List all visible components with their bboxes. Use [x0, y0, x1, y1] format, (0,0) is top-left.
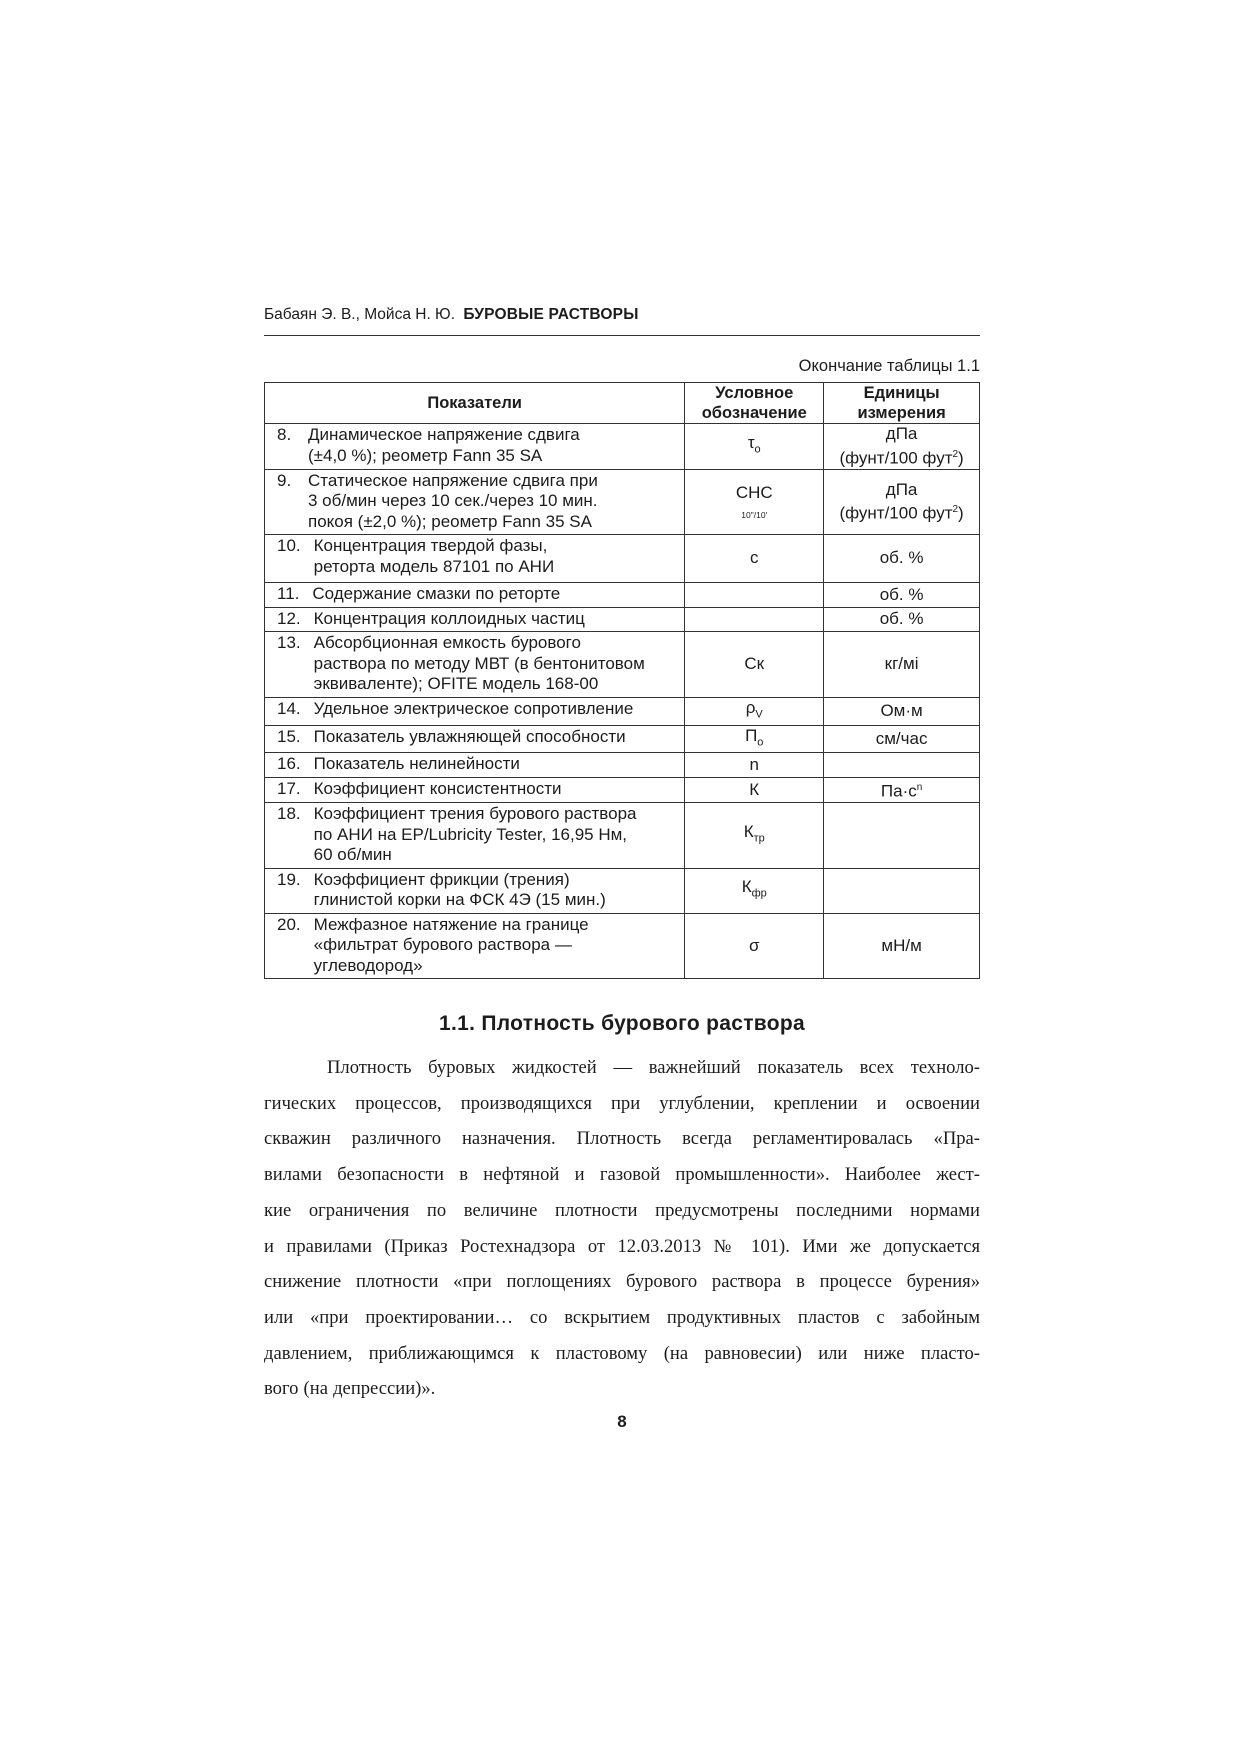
indicator-line: (±4,0 %); реометр Fann 35 SA	[308, 445, 543, 465]
unit-line	[824, 424, 979, 445]
indicator-text	[314, 699, 681, 720]
indicator-line: Коэффициент консистентности	[313, 778, 562, 798]
unit-line	[824, 701, 979, 722]
indicator-cell	[265, 632, 685, 698]
page-number: 8	[617, 1412, 627, 1431]
unit-cell	[824, 697, 980, 725]
unit-text: дПа	[885, 479, 918, 499]
indicator-cell	[265, 913, 685, 979]
indicator-line: углеводород»	[313, 955, 423, 975]
unit-cell	[824, 469, 980, 535]
indicator-item	[277, 915, 680, 977]
symbol-cell	[685, 632, 824, 698]
paragraph-line: и правилами (Приказ Ростехнадзора от 12.03.2013 № 101). Ими же допускается	[264, 1235, 980, 1257]
unit-cell	[824, 753, 980, 778]
unit-text: (фунт/100 фут	[839, 503, 953, 523]
indicator-line: «фильтрат бурового раствора —	[313, 935, 572, 955]
unit-cell	[824, 535, 980, 583]
unit-text: об. %	[879, 609, 924, 629]
unit-cell	[824, 583, 980, 608]
paragraph-line: давлением, приближающимся к пластовому (на равновесии) или ниже пласто-	[264, 1342, 980, 1364]
indicator-line: по АНИ на EP/Lubricity Tester, 16,95 Нм,	[313, 824, 628, 844]
symbol-index: 10"/10'	[741, 509, 768, 520]
indicator-line: Показатель нелинейности	[313, 754, 520, 774]
indicator-line: Коэффициент фрикции (трения)	[313, 869, 570, 889]
indicator-item	[277, 754, 680, 775]
column-header-symbol: Условное обозначение	[685, 383, 824, 424]
symbol: n	[749, 754, 759, 774]
indicator-line: Абсорбционная емкость бурового	[313, 633, 581, 653]
unit-line	[824, 609, 979, 630]
unit-text: мН/м	[881, 935, 922, 955]
row-number: 12.	[277, 608, 301, 628]
indicator-line: 60 об/мин	[313, 845, 392, 865]
indicator-line: Динамическое напряжение сдвига	[308, 425, 580, 444]
symbol-cell	[685, 803, 824, 869]
symbol-cell	[685, 607, 824, 632]
table-row	[265, 469, 980, 535]
paragraph-line: вого (на депрессии)».	[264, 1378, 436, 1400]
unit-cell	[824, 607, 980, 632]
unit-superscript: 2	[952, 448, 959, 460]
symbol-cell	[685, 913, 824, 979]
table-body	[265, 424, 980, 979]
symbol: К	[749, 779, 760, 799]
indicator-line: эквиваленте); OFITE модель 168-00	[313, 674, 599, 694]
symbol-cell	[685, 725, 824, 753]
symbol-cell	[685, 469, 824, 535]
indicator-cell	[265, 535, 685, 583]
symbol: Ск	[744, 654, 765, 674]
symbol: К	[741, 877, 752, 897]
indicator-item	[277, 633, 680, 695]
indicator-line: раствора по методу МВТ (в бентонитовом	[313, 653, 645, 673]
unit-superscript: 2	[952, 504, 959, 516]
unit-line	[824, 729, 979, 750]
symbol-subscript: о	[757, 735, 764, 748]
indicator-line: Концентрация коллоидных частиц	[313, 608, 585, 628]
table-row	[265, 753, 980, 778]
symbol-cell	[685, 697, 824, 725]
symbol: σ	[748, 935, 760, 955]
indicator-cell	[265, 868, 685, 913]
unit-line	[824, 778, 979, 802]
unit-text: (фунт/100 фут	[839, 448, 953, 468]
table-header-row	[265, 383, 980, 424]
indicator-text	[314, 779, 681, 800]
unit-line	[824, 585, 979, 606]
indicator-text	[314, 633, 681, 695]
unit-closing-paren: )	[958, 448, 964, 468]
row-number: 8.	[277, 425, 292, 444]
unit-line	[824, 445, 979, 469]
indicator-item	[277, 804, 680, 866]
symbol-subscript: тр	[753, 832, 765, 845]
table-row	[265, 607, 980, 632]
row-number: 19.	[277, 869, 301, 889]
table-row	[265, 632, 980, 698]
indicator-text	[314, 536, 681, 577]
table-row	[265, 803, 980, 869]
unit-cell	[824, 632, 980, 698]
unit-cell	[824, 424, 980, 470]
indicator-line: Удельное электрическое сопротивление	[313, 698, 634, 718]
indicator-line: 3 об/мин через 10 сек./через 10 мин.	[308, 491, 598, 511]
header-authors: Бабаян Э. В., Мойса Н. Ю.	[264, 306, 456, 323]
indicator-line: Статическое напряжение сдвига при	[308, 470, 598, 490]
symbol-cell	[685, 424, 824, 470]
unit-text: об. %	[879, 548, 924, 568]
indicator-line: Межфазное натяжение на границе	[313, 914, 589, 934]
indicator-item	[277, 699, 680, 720]
indicator-cell	[265, 697, 685, 725]
unit-line	[824, 936, 979, 957]
indicator-text	[308, 471, 680, 533]
indicator-item	[277, 584, 680, 605]
indicator-line: глинистой корки на ФСК 4Э (15 мин.)	[313, 890, 606, 910]
column-header-units: Единицы измерения	[824, 383, 980, 424]
indicator-item	[277, 425, 680, 466]
row-number: 20.	[277, 914, 301, 934]
indicator-cell	[265, 777, 685, 802]
unit-superscript: n	[916, 781, 923, 793]
header-book-title: БУРОВЫЕ РАСТВОРЫ	[463, 306, 639, 323]
unit-cell	[824, 868, 980, 913]
symbol: К	[743, 821, 754, 841]
indicator-cell	[265, 583, 685, 608]
indicator-text	[314, 870, 681, 911]
indicator-cell	[265, 725, 685, 753]
indicator-line: Концентрация твердой фазы,	[313, 536, 548, 556]
symbol-cell	[685, 753, 824, 778]
unit-text: дПа	[885, 424, 918, 443]
unit-text: кг/мі	[884, 654, 919, 674]
table-row	[265, 535, 980, 583]
unit-line	[824, 654, 979, 675]
unit-text: см/час	[875, 728, 928, 748]
table-row	[265, 868, 980, 913]
symbol-cell	[685, 535, 824, 583]
table-row	[265, 424, 980, 470]
unit-line	[824, 480, 979, 501]
indicator-cell	[265, 607, 685, 632]
indicator-text	[312, 584, 680, 605]
symbol-cell	[685, 583, 824, 608]
paragraph-line: кие ограничения по величине плотности предусмотрены последними нормами	[264, 1199, 980, 1221]
symbol-subscript: V	[755, 708, 763, 721]
symbol: τ	[747, 432, 755, 452]
column-header-indicators: Показатели	[265, 383, 685, 424]
section-body	[264, 1050, 980, 1407]
indicator-item	[277, 727, 680, 748]
header-rule	[264, 335, 980, 336]
symbol: с	[749, 548, 759, 568]
running-header	[264, 306, 980, 324]
symbol: П	[745, 725, 758, 745]
unit-cell	[824, 725, 980, 753]
table-row	[265, 777, 980, 802]
row-number: 18.	[277, 804, 301, 824]
indicator-item	[277, 471, 680, 533]
table-row	[265, 697, 980, 725]
table-caption: Окончание таблицы 1.1	[798, 357, 980, 375]
indicator-item	[277, 779, 680, 800]
indicator-text	[314, 804, 681, 866]
unit-text: Ом·м	[880, 700, 923, 720]
indicator-text	[314, 609, 681, 630]
indicator-line: Содержание смазки по реторте	[312, 584, 561, 604]
indicator-item	[277, 870, 680, 911]
unit-text: Па·с	[880, 781, 917, 801]
table-row	[265, 583, 980, 608]
row-number: 10.	[277, 536, 301, 556]
indicator-line: Показатель увлажняющей способности	[313, 726, 626, 746]
unit-cell	[824, 913, 980, 979]
indicator-cell	[265, 424, 685, 470]
paragraph-line: Плотность буровых жидкостей — важнейший показатель всех техноло-	[327, 1057, 980, 1078]
unit-cell	[824, 777, 980, 802]
unit-text: об. %	[879, 584, 924, 604]
indicator-line: реторта модель 87101 по АНИ	[313, 556, 555, 576]
symbol-subscript: фр	[751, 887, 767, 900]
indicator-line: Коэффициент трения бурового раствора	[313, 804, 637, 824]
table-row	[265, 725, 980, 753]
unit-closing-paren: )	[958, 503, 964, 523]
indicator-item	[277, 536, 680, 577]
row-number: 15.	[277, 726, 301, 746]
paragraph-line: скважин различного назначения. Плотность всегда регламентировалась «Пра-	[264, 1128, 980, 1150]
symbol: ρ	[745, 697, 756, 717]
symbol-cell	[685, 777, 824, 802]
row-number: 11.	[277, 584, 300, 604]
unit-cell	[824, 803, 980, 869]
symbol-cell	[685, 868, 824, 913]
indicator-item	[277, 609, 680, 630]
indicator-text	[314, 915, 681, 977]
indicator-line: покоя (±2,0 %); реометр Fann 35 SA	[308, 511, 592, 531]
paragraph-line: или «при проектировании… со вскрытием продуктивных пластов с забойным	[264, 1306, 980, 1328]
indicators-table	[264, 382, 980, 979]
indicator-cell	[265, 469, 685, 535]
paragraph	[264, 1050, 980, 1407]
row-number: 14.	[277, 698, 301, 718]
indicator-cell	[265, 753, 685, 778]
indicator-text	[314, 754, 681, 775]
unit-line	[824, 500, 979, 524]
symbol: СНС	[735, 483, 773, 503]
section-heading: 1.1. Плотность бурового раствора	[439, 1012, 805, 1035]
paragraph-line: снижение плотности «при поглощениях бурового раствора в процессе бурения»	[264, 1271, 980, 1293]
row-number: 13.	[277, 633, 301, 653]
paragraph-line: вилами безопасности в нефтяной и газовой промышленности». Наиболее жест-	[264, 1164, 980, 1186]
unit-line	[824, 548, 979, 569]
table-row	[265, 913, 980, 979]
row-number: 9.	[277, 470, 292, 490]
paragraph-line: гических процессов, производящихся при углублении, креплении и освоении	[264, 1092, 980, 1114]
indicator-cell	[265, 803, 685, 869]
row-number: 17.	[277, 778, 301, 798]
indicator-text	[314, 727, 681, 748]
indicator-text	[308, 425, 680, 466]
symbol-subscript: о	[754, 443, 761, 456]
row-number: 16.	[277, 754, 301, 774]
